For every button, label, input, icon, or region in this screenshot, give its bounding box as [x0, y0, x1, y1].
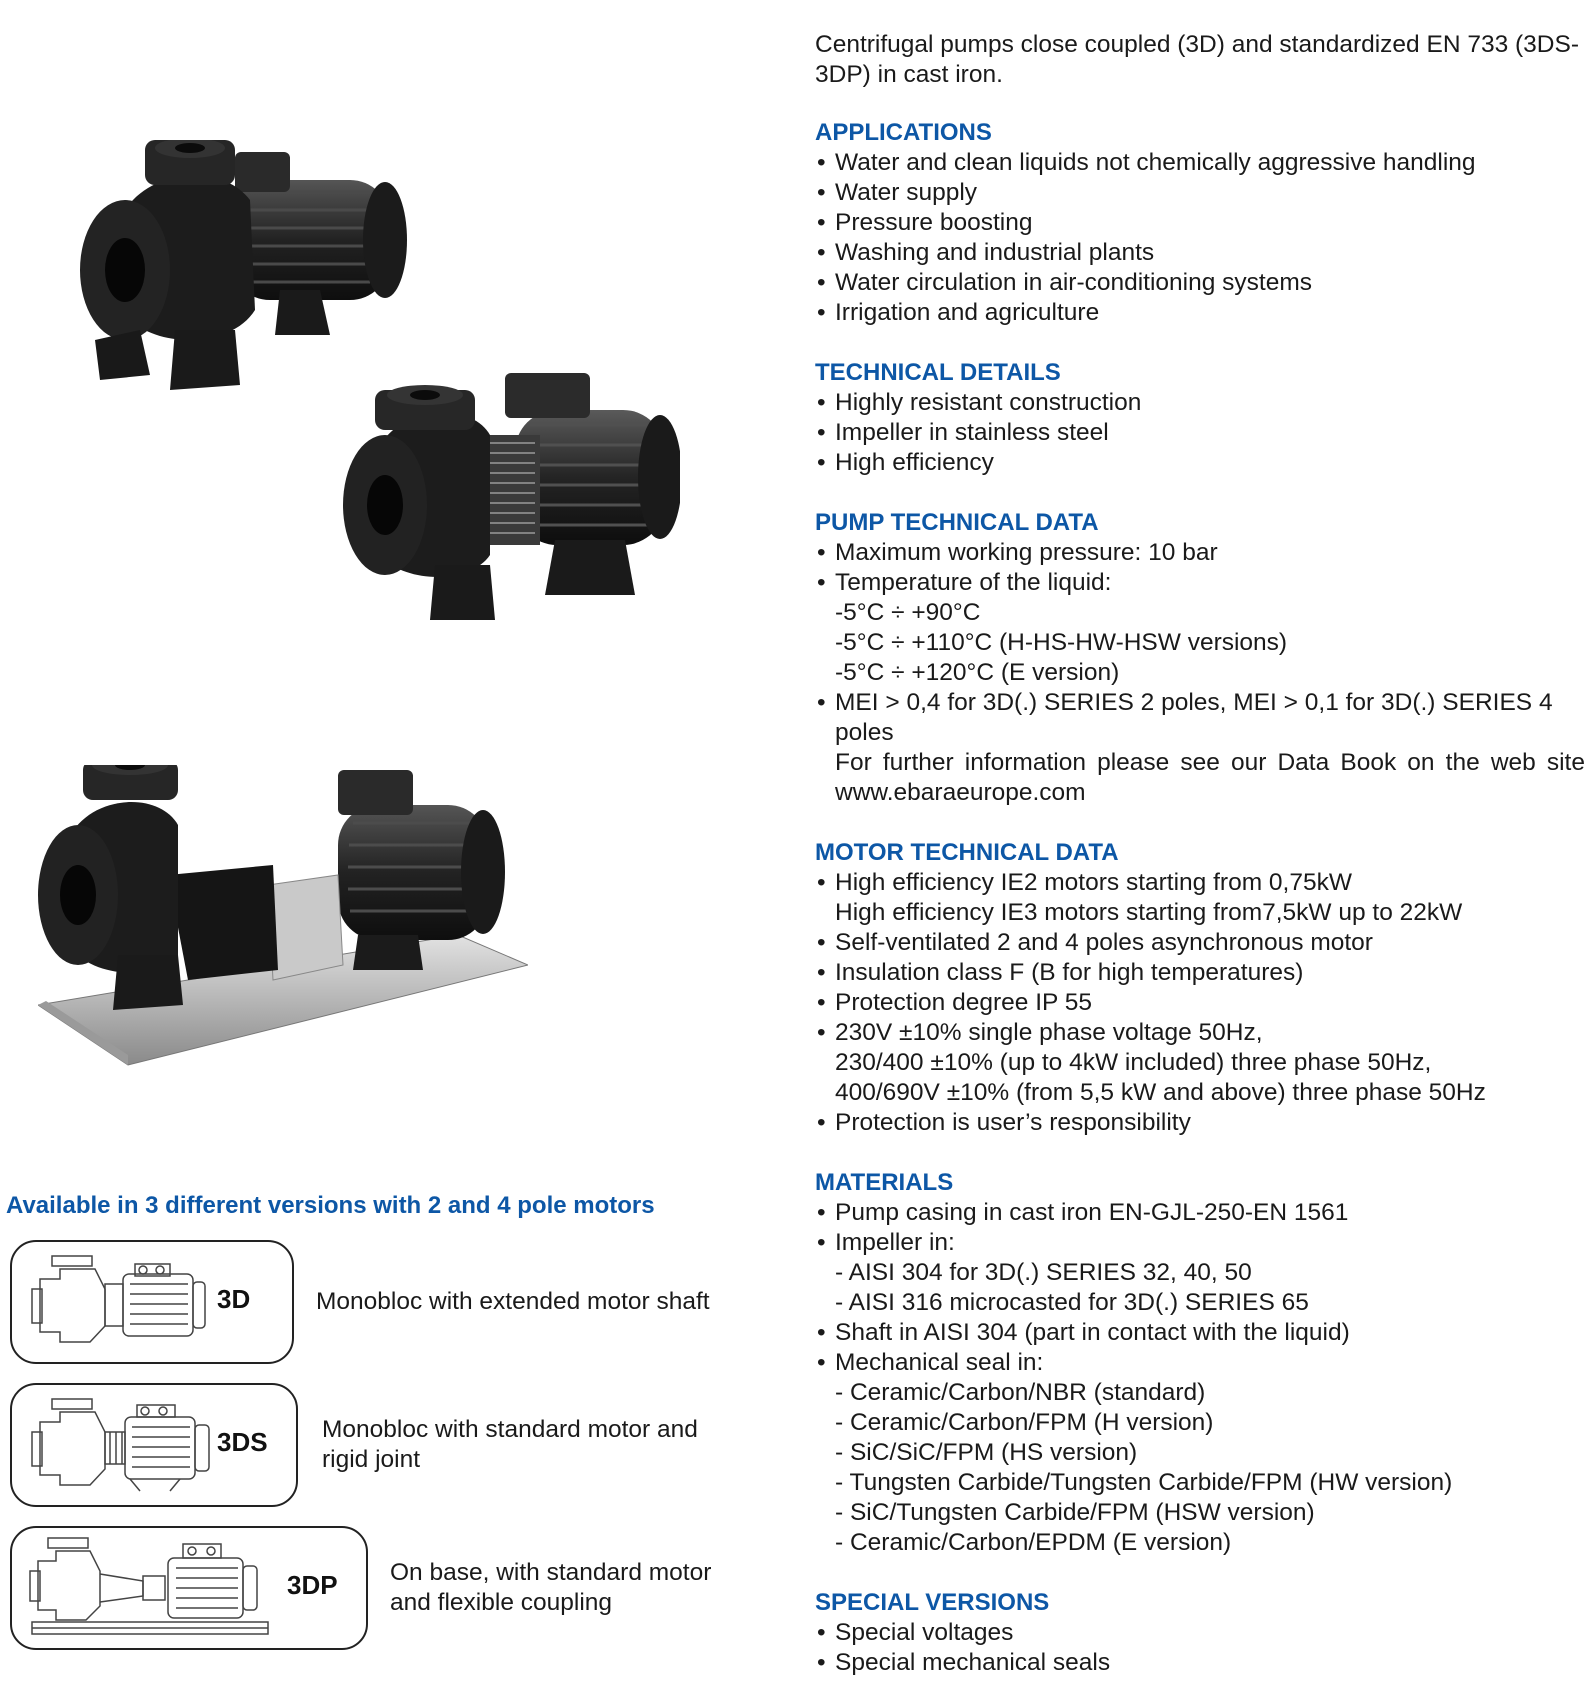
technical-details-section: [815, 358, 1585, 478]
list-item: [815, 1348, 1585, 1558]
version-code: 3D: [217, 1284, 251, 1314]
version-box-3ds: [10, 1383, 298, 1507]
sub-line: - Ceramic/Carbon/EPDM (E version): [835, 1529, 1232, 1556]
list-item: • Impeller in stainless steel: [815, 418, 1585, 448]
sub-line: High efficiency IE3 motors starting from7,5kW up to 22kW: [835, 899, 1463, 926]
schematic-3d-icon: [30, 1254, 210, 1350]
pump-data-title: PUMP TECHNICAL DATA: [815, 509, 1099, 536]
sub-line: 230/400 ±10% (up to 4kW included) three phase 50Hz,: [835, 1049, 1432, 1076]
pump-data-section: [815, 508, 1585, 808]
sub-line: -5°C ÷ +110°C (H-HS-HW-HSW versions): [835, 629, 1288, 656]
intro-text: Centrifugal pumps close coupled (3D) and standardized EN 733 (3DS-3DP) in cast iron.: [815, 31, 1579, 88]
versions-heading: Available in 3 different versions with 2 and 4 pole motors: [6, 1192, 655, 1219]
motor-data-title: MOTOR TECHNICAL DATA: [815, 839, 1119, 866]
version-desc-3d: [316, 1287, 736, 1317]
special-versions-title: SPECIAL VERSIONS: [815, 1589, 1050, 1616]
sub-line: 400/690V ±10% (from 5,5 kW and above) three phase 50Hz: [835, 1079, 1486, 1106]
materials-section: [815, 1168, 1585, 1558]
item-text: High efficiency IE2 motors starting from 0,75kW: [835, 869, 1352, 896]
list-item: [815, 568, 1585, 688]
item-text: 230V ±10% single phase voltage 50Hz,: [835, 1019, 1263, 1046]
version-code: 3DP: [287, 1570, 338, 1600]
applications-title: APPLICATIONS: [815, 119, 992, 146]
list-item: [815, 688, 1585, 808]
sub-line: - AISI 304 for 3D(.) SERIES 32, 40, 50: [835, 1259, 1252, 1286]
materials-title: MATERIALS: [815, 1169, 954, 1196]
version-desc-3ds: [322, 1415, 742, 1475]
item-text: Impeller in:: [835, 1229, 955, 1256]
desc-line: On base, with standard motor: [390, 1559, 712, 1586]
list-item: • Highly resistant construction: [815, 388, 1585, 418]
sub-line: - Ceramic/Carbon/FPM (H version): [835, 1409, 1214, 1436]
list-item: • Self-ventilated 2 and 4 poles asynchronous motor: [815, 928, 1585, 958]
list-item: • Irrigation and agriculture: [815, 298, 1585, 328]
list-item: • Washing and industrial plants: [815, 238, 1585, 268]
list-item: • Special voltages: [815, 1618, 1585, 1648]
list-item: [815, 1228, 1585, 1318]
sub-line: For further information please see our Data Book on the web site: [835, 749, 1585, 776]
special-versions-section: [815, 1588, 1585, 1678]
version-box-3dp: [10, 1526, 368, 1650]
specs-column: [815, 30, 1585, 1708]
list-item: [815, 1018, 1585, 1108]
sub-line: - SiC/SiC/FPM (HS version): [835, 1439, 1138, 1466]
item-text: MEI > 0,4 for 3D(.) SERIES 2 poles, MEI > 0,1 for 3D(.) SERIES 4 poles: [835, 689, 1553, 746]
sub-line: - Ceramic/Carbon/NBR (standard): [835, 1379, 1206, 1406]
schematic-3dp-icon: [28, 1536, 278, 1640]
list-item: • Pressure boosting: [815, 208, 1585, 238]
list-item: • Protection degree IP 55: [815, 988, 1585, 1018]
list-item: • Special mechanical seals: [815, 1648, 1585, 1678]
sub-line: - Tungsten Carbide/Tungsten Carbide/FPM (HW version): [835, 1469, 1453, 1496]
pump-photo-3ds: [340, 365, 680, 635]
schematic-3ds-icon: [30, 1397, 215, 1493]
website-link[interactable]: www.ebaraeurope.com: [835, 779, 1086, 806]
list-item: • Water circulation in air-conditioning systems: [815, 268, 1585, 298]
desc-line: Monobloc with extended motor shaft: [316, 1288, 710, 1315]
sub-line: -5°C ÷ +90°C: [835, 599, 981, 626]
list-item: • Maximum working pressure: 10 bar: [815, 538, 1585, 568]
item-text: Temperature of the liquid:: [835, 569, 1112, 596]
version-desc-3dp: [390, 1558, 790, 1618]
version-code: 3DS: [217, 1427, 268, 1457]
motor-data-section: [815, 838, 1585, 1138]
pump-photo-3dp: [38, 765, 528, 1070]
sub-line: -5°C ÷ +120°C (E version): [835, 659, 1120, 686]
item-text: Mechanical seal in:: [835, 1349, 1044, 1376]
applications-section: [815, 118, 1585, 328]
technical-details-title: TECHNICAL DETAILS: [815, 359, 1061, 386]
list-item: • Shaft in AISI 304 (part in contact with the liquid): [815, 1318, 1585, 1348]
list-item: • Pump casing in cast iron EN-GJL-250-EN 1561: [815, 1198, 1585, 1228]
desc-line: rigid joint: [322, 1446, 421, 1473]
version-box-3d: [10, 1240, 294, 1364]
sub-line: - SiC/Tungsten Carbide/FPM (HSW version): [835, 1499, 1315, 1526]
list-item: • Water supply: [815, 178, 1585, 208]
desc-line: Monobloc with standard motor and: [322, 1416, 698, 1443]
sub-line: - AISI 316 microcasted for 3D(.) SERIES 65: [835, 1289, 1309, 1316]
list-item: • Insulation class F (B for high temperatures): [815, 958, 1585, 988]
list-item: • Water and clean liquids not chemically aggressive handling: [815, 148, 1585, 178]
list-item: • High efficiency: [815, 448, 1585, 478]
list-item: • Protection is user’s responsibility: [815, 1108, 1585, 1138]
list-item: [815, 868, 1585, 928]
desc-line: and flexible coupling: [390, 1589, 613, 1616]
